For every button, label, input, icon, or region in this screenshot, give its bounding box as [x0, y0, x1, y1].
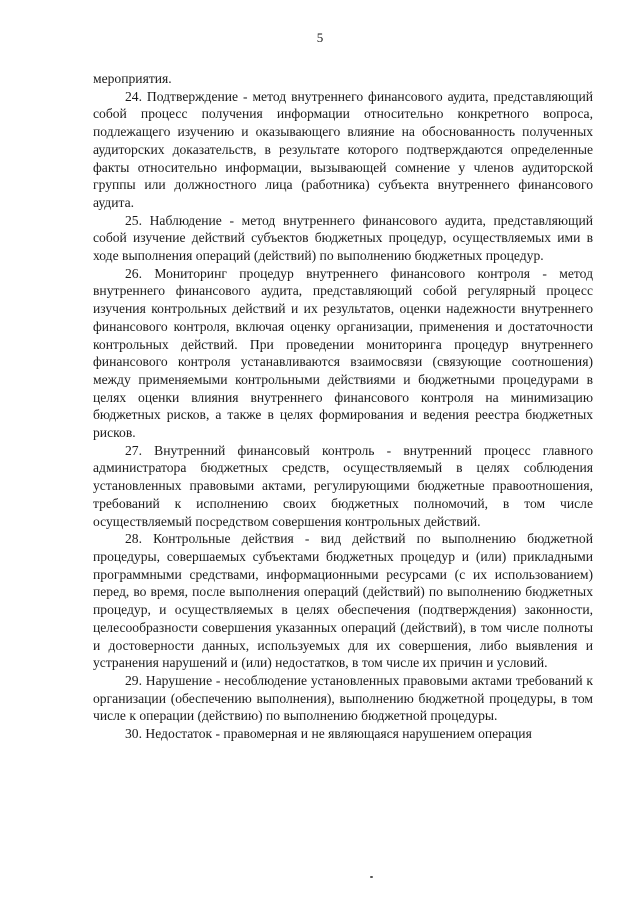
paragraph-continuation: мероприятия. — [93, 71, 172, 86]
paragraph-28: 28. Контрольные действия - вид действий по выполнению бюджетной процедуры, совершаемых субъектами бюджетных процедур и (или) прикладными программными средствами, информационными ресурсами (с их использованием) перед, во время, после выполнения операций (действий) по выполнению бюджетных процедур, и осуществляемых в целях обеспечения (подтверждения) законности, целесообразности совершения указанных операций (действий), в том числе полноты и достоверности данных, используемых для их совершения, либо выявления и устранения нарушений и (или) недостатков, в том числе их причин и условий. — [93, 531, 593, 671]
paragraph-27: 27. Внутренний финансовый контроль - внутренний процесс главного администратора бюджетных средств, осуществляемый в целях соблюдения установленных правовыми актами, регулирующими бюджетные правоотношения, требований к исполнению своих бюджетных полномочий, в том числе осуществляемый посредством совершения контрольных действий. — [93, 442, 593, 529]
paragraph-24: 24. Подтверждение - метод внутреннего финансового аудита, представляющий собой процесс получения информации относительно конкретного вопроса, подлежащего изучению и оказывающего влияние на обоснованность полученных аудиторских доказательств, в результате которого подтверждаются определенные факты относительно информации, вызывающей сомнение у членов аудиторской группы или должностного лица (работника) субъекта внутреннего финансового аудита. — [93, 88, 593, 210]
scan-speck — [370, 876, 373, 878]
page-number: 5 — [316, 30, 324, 45]
paragraph-26: 26. Мониторинг процедур внутреннего финансового контроля - метод внутреннего финансового аудита, представляющий собой регулярный процесс изучения контрольных действий и их результатов, оценки надежности внутреннего финансового контроля, включая оценку организации, применения и достаточности контрольных действий. При проведении мониторинга процедур внутреннего финансового контроля устанавливаются взаимосвязи (связующие соотношения) между применяемыми контрольными действиями и бюджетными процедурами в целях оценки влияния внутреннего финансового контроля на минимизацию бюджетных рисков, а также в целях формирования и ведения реестра бюджетных рисков. — [93, 265, 593, 441]
paragraph-29: 29. Нарушение - несоблюдение установленных правовыми актами требований к организации (обеспечению выполнения), выполнению бюджетной процедуры, в том числе к операции (действию) по выполнению бюджетной процедуры. — [93, 672, 593, 724]
paragraph-30: 30. Недостаток - правомерная и не являющаяся нарушением операция — [125, 726, 532, 742]
paragraph-25: 25. Наблюдение - метод внутреннего финансового аудита, представляющий собой изучение действий субъектов бюджетных процедур, осуществляемых ими в ходе выполнения операций (действий) по выполнению бюджетных процедур. — [93, 212, 593, 264]
document-body — [93, 70, 593, 743]
